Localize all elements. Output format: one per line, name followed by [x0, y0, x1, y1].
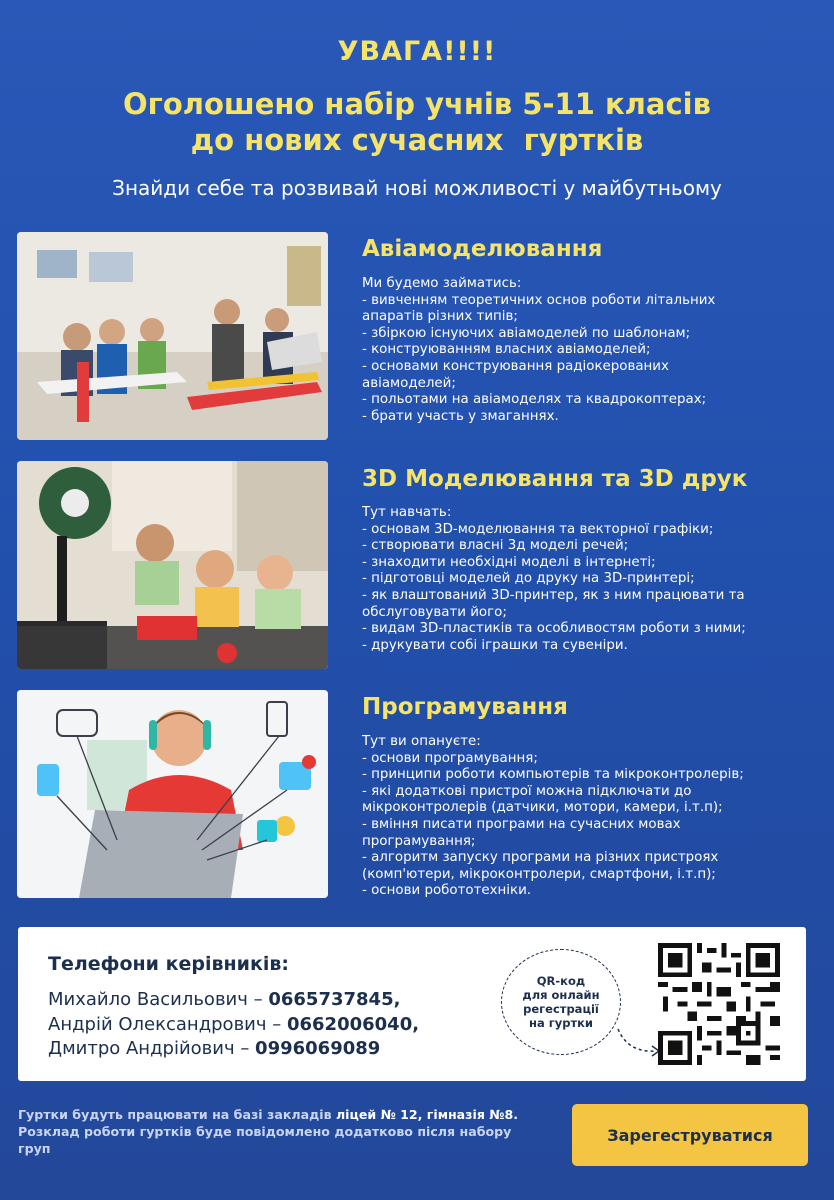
footer-line-2: Розклад роботи гуртків буде повідомлено додатково після набору [18, 1124, 512, 1139]
contact-row [48, 1038, 380, 1059]
contact-phone[interactable]: 0662006040, [286, 1014, 420, 1035]
qr-label-line: QR-код [536, 974, 586, 988]
programming-line: - принципи роботи компьютерів та мікроконтролерів; [362, 767, 744, 783]
3d-modeling-line: - друкувати собі іграшки та сувеніри. [362, 637, 628, 653]
3d-modeling-line: обслуговувати його; [362, 604, 507, 620]
contacts-title: Телефони керівників: [48, 953, 289, 975]
aviamodeling-line: - конструюванням власних авіамоделей; [362, 342, 651, 358]
aviamodeling-line: авіамоделей; [362, 375, 456, 391]
announcement-title [0, 86, 834, 158]
programming-line: мікроконтролерів (датчики, мотори, камери, і.т.п); [362, 800, 723, 816]
3d-printing-photo [17, 461, 328, 669]
title-line-1: Оголошено набір учнів 5-11 класів [123, 87, 711, 121]
programming-line: - основи робототехніки. [362, 883, 532, 899]
subtitle: Знайди себе та розвивай нові можливості у майбутньому [112, 176, 722, 200]
footer-line-1 [18, 1106, 563, 1123]
programming-line: Тут ви опануєте: [362, 734, 481, 749]
footer-line-1-prefix: Гуртки будуть працювати на базі закладів [18, 1107, 336, 1122]
footer-line-3: груп [18, 1141, 51, 1156]
aviamodeling-title: Авіамоделювання [362, 236, 603, 262]
footer-note [18, 1106, 563, 1157]
aviamodeling-description [362, 276, 822, 425]
qr-label-line: регестрації [523, 1002, 599, 1016]
contact-name: Михайло Васильович – [48, 989, 269, 1010]
3d-modeling-description [362, 505, 822, 654]
contact-phone[interactable]: 0996069089 [255, 1038, 381, 1059]
title-line-2: до нових сучасних гуртків [190, 123, 644, 157]
footer-venues: ліцей № 12, гімназія №8. [335, 1107, 518, 1122]
programming-line: програмування; [362, 833, 476, 849]
contact-row [48, 989, 400, 1010]
aviamodeling-photo [17, 232, 328, 440]
aviamodeling-line: - польотами на авіамоделях та квадрокоптерах; [362, 392, 707, 408]
programming-title: Програмування [362, 694, 568, 720]
dashed-arrow-icon [614, 1027, 664, 1059]
register-button[interactable]: Зарегеструватися [572, 1104, 808, 1166]
registration-qr-code[interactable] [658, 943, 780, 1065]
aviamodeling-line: - брати участь у змаганнях. [362, 408, 559, 424]
programming-line: - які додаткові пристрої можна підключати до [362, 783, 692, 799]
qr-label-line: для онлайн [522, 988, 600, 1002]
programming-line: (комп'ютери, мікроконтролери, смартфони, і.т.п); [362, 866, 716, 882]
contact-name: Дмитро Андрійович – [48, 1038, 256, 1059]
3d-modeling-line: - знаходити необхідні моделі в інтернеті; [362, 554, 656, 570]
aviamodeling-line: - вивченням теоретичних основ роботи літальних [362, 292, 716, 308]
programming-line: - основи програмування; [362, 750, 538, 766]
contact-row [48, 1014, 419, 1035]
aviamodeling-line: - основами конструювання радіокерованих [362, 358, 669, 374]
aviamodeling-line: Ми будемо займатись: [362, 276, 522, 291]
3d-modeling-line: - як влаштований 3D-принтер, як з ним працювати та [362, 587, 745, 603]
programming-line: - алгоритм запуску програми на різних пристроях [362, 850, 719, 866]
contact-name: Андрій Олександрович – [48, 1014, 287, 1035]
programming-description [362, 734, 822, 900]
aviamodeling-line: - збіркою існуючих авіамоделей по шаблонам; [362, 325, 691, 341]
qr-label-line: на гуртки [529, 1016, 593, 1030]
3d-modeling-line: - основам 3D-моделювання та векторної графіки; [362, 521, 714, 537]
3d-modeling-line: - підготовці моделей до друку на 3D-принтері; [362, 571, 695, 587]
attention-heading: УВАГА!!!! [337, 36, 497, 67]
3d-modeling-line: - створювати власні 3д моделі речей; [362, 538, 629, 554]
programming-line: - вміння писати програми на сучасних мовах [362, 816, 681, 832]
3d-modeling-line: Тут навчать: [362, 505, 452, 520]
aviamodeling-line: апаратів різних типів; [362, 309, 518, 325]
3d-modeling-line: - видам 3D-пластиків та особливостям роботи з ними; [362, 621, 746, 637]
3d-modeling-title: 3D Моделювання та 3D друк [362, 466, 748, 492]
programming-photo [17, 690, 328, 898]
qr-label-bubble [501, 949, 621, 1055]
contact-phone[interactable]: 0665737845, [268, 989, 401, 1010]
contacts-card [18, 927, 806, 1081]
